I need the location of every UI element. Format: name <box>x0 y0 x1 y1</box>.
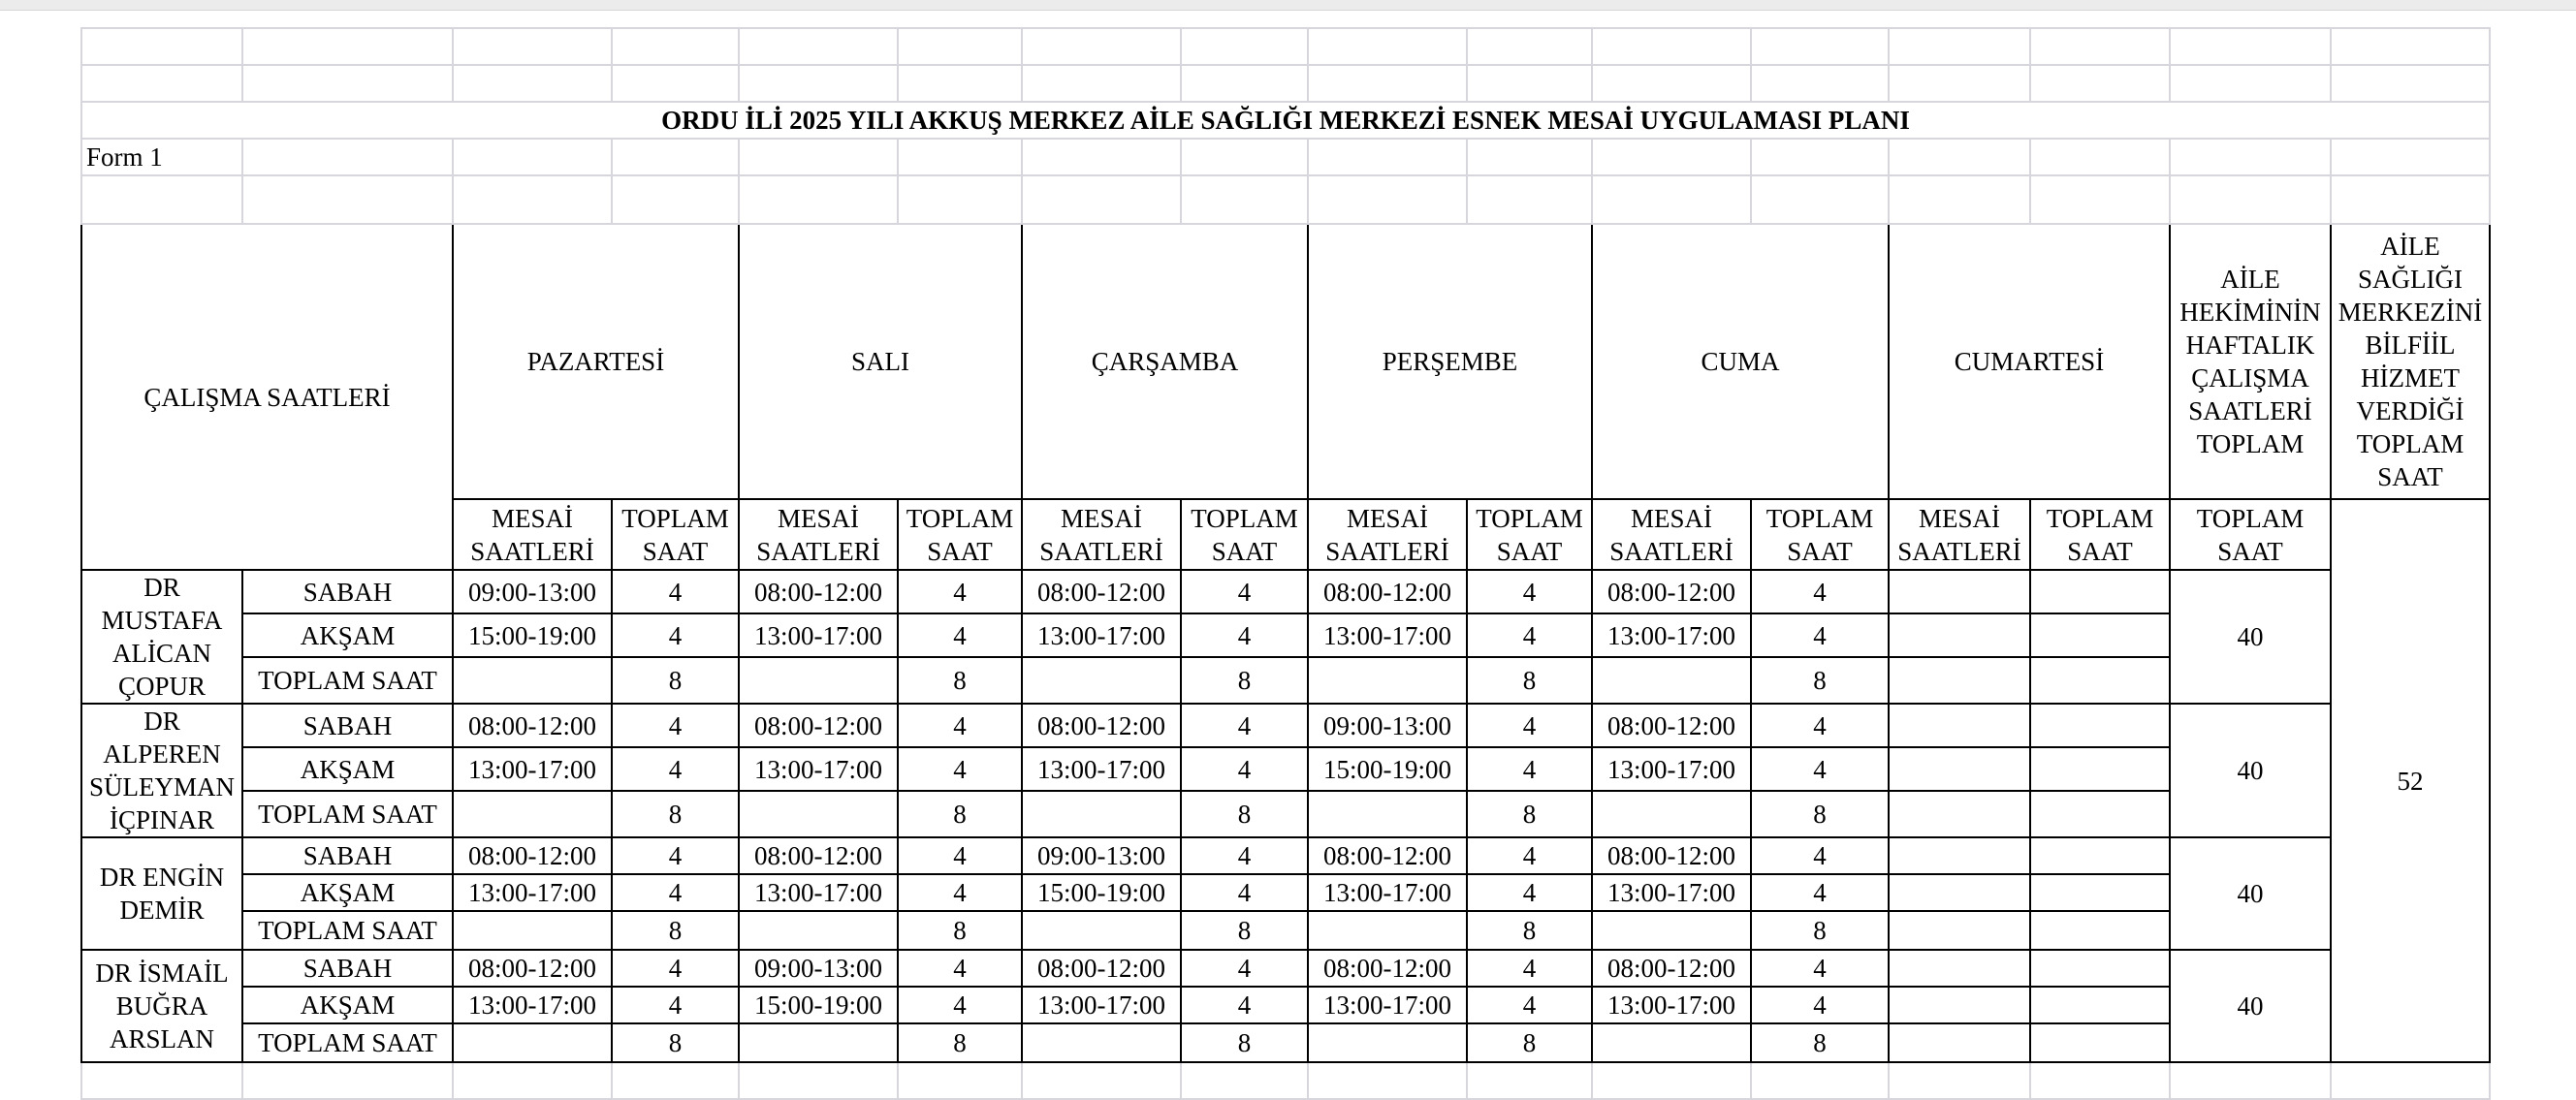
toplam-saat-cell: 4 <box>612 570 739 613</box>
toplam-saat-cell: 4 <box>1751 704 1889 747</box>
daily-total: 8 <box>1181 911 1308 950</box>
mesai-saatleri-header: MESAİ SAATLERİ <box>453 499 612 570</box>
calisma-saatleri-header: ÇALIŞMA SAATLERİ <box>81 224 453 570</box>
center-total-value: 52 <box>2331 499 2490 1062</box>
document-title: ORDU İLİ 2025 YILI AKKUŞ MERKEZ AİLE SAĞLIĞI MERKEZİ ESNEK MESAİ UYGULAMASI PLANI <box>81 102 2490 139</box>
sabah-row <box>81 837 2490 874</box>
empty-cell <box>1592 657 1751 704</box>
mesai-saatleri-cell: 08:00-12:00 <box>453 704 612 747</box>
toplam-saat-header: TOPLAM SAAT <box>1751 499 1889 570</box>
toplam-saat-cell: 4 <box>612 704 739 747</box>
mesai-saatleri-cell: 15:00-19:00 <box>1308 747 1467 791</box>
mesai-saatleri-cell: 13:00-17:00 <box>739 613 898 657</box>
toplam-saat-cell: 4 <box>1181 570 1308 613</box>
empty-cell <box>1889 1062 2030 1099</box>
day-header-sali: SALI <box>739 224 1022 499</box>
empty-row <box>81 1062 2490 1099</box>
sabah-row <box>81 570 2490 613</box>
toplam-saat-cell: 4 <box>898 570 1022 613</box>
mesai-saatleri-cell: 13:00-17:00 <box>739 874 898 911</box>
daily-total: 8 <box>1181 1023 1308 1062</box>
toplam-saat-header: TOPLAM SAAT <box>1181 499 1308 570</box>
toplam-saat-cell: 4 <box>898 950 1022 987</box>
empty-cell <box>1592 1023 1751 1062</box>
toplam-saat-cell: 4 <box>1181 837 1308 874</box>
empty-cell <box>1181 1062 1308 1099</box>
daily-total <box>2030 1023 2170 1062</box>
empty-cell <box>739 911 898 950</box>
toplam-saat-cell <box>2030 704 2170 747</box>
toplam-saat-cell: 4 <box>1751 987 1889 1023</box>
empty-cell <box>1592 791 1751 837</box>
shift-label: SABAH <box>242 570 453 613</box>
title-row <box>81 102 2490 139</box>
toplam-saat-cell: 4 <box>1181 704 1308 747</box>
mesai-saatleri-cell: 09:00-13:00 <box>453 570 612 613</box>
weekly-total-value: 40 <box>2170 704 2331 837</box>
empty-cell <box>1022 1062 1181 1099</box>
empty-cell <box>2170 1062 2331 1099</box>
mesai-saatleri-cell: 08:00-12:00 <box>1592 837 1751 874</box>
toplam-saat-cell: 4 <box>1181 950 1308 987</box>
mesai-saatleri-cell: 13:00-17:00 <box>739 747 898 791</box>
empty-cell <box>1592 1062 1751 1099</box>
toplam-saat-header: TOPLAM SAAT <box>1467 499 1592 570</box>
daily-total: 8 <box>612 1023 739 1062</box>
form-label: Form 1 <box>81 139 242 175</box>
empty-cell <box>1308 1062 1467 1099</box>
toplam-saat-cell: 4 <box>1751 613 1889 657</box>
daily-total: 8 <box>612 911 739 950</box>
empty-cell <box>1308 1023 1467 1062</box>
mesai-saatleri-cell <box>1889 704 2030 747</box>
mesai-saatleri-cell <box>1889 747 2030 791</box>
toplam-saat-cell: 4 <box>1181 987 1308 1023</box>
toplam-saat-row <box>81 791 2490 837</box>
mesai-saatleri-cell: 13:00-17:00 <box>1592 874 1751 911</box>
mesai-saatleri-cell: 13:00-17:00 <box>1308 874 1467 911</box>
mesai-saatleri-cell: 08:00-12:00 <box>1592 950 1751 987</box>
toplam-saat-cell: 4 <box>1751 950 1889 987</box>
doctor-name: DR ENGİN DEMİR <box>81 837 242 950</box>
empty-cell <box>1308 657 1467 704</box>
empty-cell <box>453 1062 612 1099</box>
daily-total <box>2030 791 2170 837</box>
toplam-saat-cell: 4 <box>612 987 739 1023</box>
empty-cell <box>1308 791 1467 837</box>
mesai-saatleri-cell: 08:00-12:00 <box>453 837 612 874</box>
mesai-saatleri-header: MESAİ SAATLERİ <box>739 499 898 570</box>
daily-total: 8 <box>612 657 739 704</box>
daily-total: 8 <box>1467 657 1592 704</box>
mesai-saatleri-cell: 13:00-17:00 <box>1308 987 1467 1023</box>
viewer-top-bar <box>0 0 2576 11</box>
mesai-saatleri-cell: 13:00-17:00 <box>1592 747 1751 791</box>
mesai-saatleri-cell: 08:00-12:00 <box>1308 950 1467 987</box>
daily-total: 8 <box>1181 791 1308 837</box>
toplam-saat-cell: 4 <box>898 874 1022 911</box>
toplam-saat-cell <box>2030 613 2170 657</box>
header-row-days <box>81 224 2490 499</box>
daily-total <box>2030 911 2170 950</box>
daily-total: 8 <box>1181 657 1308 704</box>
empty-cell <box>739 657 898 704</box>
daily-total: 8 <box>898 911 1022 950</box>
toplam-saat-cell: 4 <box>1467 950 1592 987</box>
toplam-saat-cell: 4 <box>1751 837 1889 874</box>
toplam-saat-cell: 4 <box>1467 837 1592 874</box>
shift-label: AKŞAM <box>242 613 453 657</box>
daily-total: 8 <box>1467 1023 1592 1062</box>
daily-total: 8 <box>1467 791 1592 837</box>
shift-label: SABAH <box>242 950 453 987</box>
empty-cell <box>1022 791 1181 837</box>
mesai-saatleri-header: MESAİ SAATLERİ <box>1308 499 1467 570</box>
toplam-saat-cell: 4 <box>1467 613 1592 657</box>
daily-total: 8 <box>1751 911 1889 950</box>
mesai-saatleri-cell: 08:00-12:00 <box>1592 704 1751 747</box>
mesai-saatleri-cell: 15:00-19:00 <box>453 613 612 657</box>
mesai-saatleri-cell <box>1889 837 2030 874</box>
form-row <box>81 139 2490 175</box>
mesai-saatleri-cell: 13:00-17:00 <box>1022 747 1181 791</box>
empty-cell <box>1592 911 1751 950</box>
weekly-total-value: 40 <box>2170 570 2331 704</box>
doctor-name: DR İSMAİL BUĞRA ARSLAN <box>81 950 242 1062</box>
mesai-saatleri-header: MESAİ SAATLERİ <box>1592 499 1751 570</box>
mesai-saatleri-cell: 13:00-17:00 <box>1022 987 1181 1023</box>
empty-cell <box>1889 791 2030 837</box>
toplam-saat-cell: 4 <box>1751 874 1889 911</box>
toplam-saat-cell: 4 <box>612 874 739 911</box>
shift-label: SABAH <box>242 837 453 874</box>
empty-cell <box>739 1062 898 1099</box>
weekly-total-value: 40 <box>2170 837 2331 950</box>
toplam-saat-cell <box>2030 747 2170 791</box>
mesai-saatleri-cell: 13:00-17:00 <box>453 987 612 1023</box>
toplam-saat-cell: 4 <box>898 747 1022 791</box>
empty-cell <box>1889 1023 2030 1062</box>
shift-label: SABAH <box>242 704 453 747</box>
toplam-saat-cell: 4 <box>1181 613 1308 657</box>
mesai-saatleri-cell: 15:00-19:00 <box>1022 874 1181 911</box>
empty-cell <box>1889 657 2030 704</box>
mesai-saatleri-cell: 13:00-17:00 <box>1592 613 1751 657</box>
toplam-saat-cell: 4 <box>1181 747 1308 791</box>
aksam-row <box>81 987 2490 1023</box>
sabah-row <box>81 950 2490 987</box>
day-header-carsamba: ÇARŞAMBA <box>1022 224 1308 499</box>
mesai-saatleri-cell: 08:00-12:00 <box>739 570 898 613</box>
empty-cell <box>242 1062 453 1099</box>
empty-cell <box>1467 1062 1592 1099</box>
shift-label: AKŞAM <box>242 747 453 791</box>
toplam-saat-cell: 4 <box>612 837 739 874</box>
sabah-row <box>81 704 2490 747</box>
daily-total: 8 <box>1467 911 1592 950</box>
mesai-saatleri-cell: 13:00-17:00 <box>1308 613 1467 657</box>
toplam-saat-row <box>81 657 2490 704</box>
toplam-saat-header: TOPLAM SAAT <box>612 499 739 570</box>
day-header-cumartesi: CUMARTESİ <box>1889 224 2170 499</box>
toplam-saat-cell: 4 <box>898 704 1022 747</box>
shift-label: AKŞAM <box>242 874 453 911</box>
day-header-pazartesi: PAZARTESİ <box>453 224 739 499</box>
daily-total: 8 <box>612 791 739 837</box>
empty-cell <box>2030 1062 2170 1099</box>
empty-cell <box>1022 911 1181 950</box>
mesai-saatleri-cell <box>1889 570 2030 613</box>
toplam-saat-cell <box>2030 570 2170 613</box>
mesai-saatleri-cell: 08:00-12:00 <box>453 950 612 987</box>
toplam-saat-cell <box>2030 874 2170 911</box>
daily-total: 8 <box>1751 791 1889 837</box>
mesai-saatleri-cell: 08:00-12:00 <box>1592 570 1751 613</box>
toplam-saat-cell: 4 <box>612 950 739 987</box>
mesai-saatleri-cell: 08:00-12:00 <box>1308 837 1467 874</box>
mesai-saatleri-cell: 13:00-17:00 <box>1592 987 1751 1023</box>
toplam-saat-cell: 4 <box>1467 704 1592 747</box>
mesai-saatleri-cell: 08:00-12:00 <box>1022 704 1181 747</box>
toplam-saat-row <box>81 911 2490 950</box>
mesai-saatleri-header: MESAİ SAATLERİ <box>1022 499 1181 570</box>
day-header-persembe: PERŞEMBE <box>1308 224 1592 499</box>
empty-cell <box>81 1062 242 1099</box>
toplam-saat-cell: 4 <box>1467 747 1592 791</box>
toplam-saat-header: TOPLAM SAAT <box>2030 499 2170 570</box>
center-total-header: AİLE SAĞLIĞI MERKEZİNİ BİLFİİL HİZMET VERDİĞİ TOPLAM SAAT <box>2331 224 2490 499</box>
mesai-saatleri-cell <box>1889 950 2030 987</box>
aksam-row <box>81 874 2490 911</box>
mesai-saatleri-cell: 08:00-12:00 <box>1022 570 1181 613</box>
mesai-saatleri-header: MESAİ SAATLERİ <box>1889 499 2030 570</box>
shift-label: TOPLAM SAAT <box>242 657 453 704</box>
toplam-saat-cell: 4 <box>1751 747 1889 791</box>
mesai-saatleri-cell: 09:00-13:00 <box>1308 704 1467 747</box>
empty-cell <box>739 791 898 837</box>
mesai-saatleri-cell: 09:00-13:00 <box>1022 837 1181 874</box>
empty-cell <box>739 1023 898 1062</box>
shift-label: TOPLAM SAAT <box>242 1023 453 1062</box>
daily-total: 8 <box>1751 1023 1889 1062</box>
toplam-saat-cell <box>2030 837 2170 874</box>
toplam-saat-cell: 4 <box>898 613 1022 657</box>
aksam-row <box>81 613 2490 657</box>
mesai-saatleri-cell: 13:00-17:00 <box>453 747 612 791</box>
mesai-saatleri-cell: 15:00-19:00 <box>739 987 898 1023</box>
empty-cell <box>1308 911 1467 950</box>
toplam-saat-header: TOPLAM SAAT <box>898 499 1022 570</box>
empty-cell <box>2331 1062 2490 1099</box>
shift-label: TOPLAM SAAT <box>242 791 453 837</box>
mesai-saatleri-cell: 13:00-17:00 <box>453 874 612 911</box>
empty-cell <box>453 657 612 704</box>
shift-label: AKŞAM <box>242 987 453 1023</box>
toplam-saat-cell: 4 <box>612 747 739 791</box>
doctor-name: DR ALPEREN SÜLEYMAN İÇPINAR <box>81 704 242 837</box>
day-header-cuma: CUMA <box>1592 224 1889 499</box>
empty-cell <box>1022 657 1181 704</box>
empty-cell <box>1751 1062 1889 1099</box>
empty-row <box>81 175 2490 224</box>
doctor-name: DR MUSTAFA ALİCAN ÇOPUR <box>81 570 242 704</box>
empty-cell <box>453 911 612 950</box>
mesai-saatleri-cell: 08:00-12:00 <box>1022 950 1181 987</box>
empty-cell <box>898 1062 1022 1099</box>
daily-total: 8 <box>898 1023 1022 1062</box>
daily-total: 8 <box>1751 657 1889 704</box>
empty-row <box>81 28 2490 65</box>
toplam-saat-cell: 4 <box>898 987 1022 1023</box>
toplam-saat-cell: 4 <box>1467 874 1592 911</box>
mesai-saatleri-cell <box>1889 874 2030 911</box>
empty-cell <box>1889 911 2030 950</box>
toplam-saat-cell: 4 <box>1467 987 1592 1023</box>
daily-total: 8 <box>898 657 1022 704</box>
toplam-saat-cell: 4 <box>612 613 739 657</box>
mesai-saatleri-cell <box>1889 613 2030 657</box>
esnek-mesai-plan-table <box>80 27 2491 1100</box>
toplam-saat-cell: 4 <box>1751 570 1889 613</box>
empty-cell <box>1022 1023 1181 1062</box>
mesai-saatleri-cell: 08:00-12:00 <box>739 837 898 874</box>
mesai-saatleri-cell <box>1889 987 2030 1023</box>
toplam-saat-cell <box>2030 987 2170 1023</box>
toplam-saat-cell <box>2030 950 2170 987</box>
daily-total <box>2030 657 2170 704</box>
empty-cell <box>453 1023 612 1062</box>
empty-row <box>81 65 2490 102</box>
weekly-total-header: AİLE HEKİMİNİN HAFTALIK ÇALIŞMA SAATLERİ TOPLAM <box>2170 224 2331 499</box>
mesai-saatleri-cell: 09:00-13:00 <box>739 950 898 987</box>
toplam-saat-cell: 4 <box>1181 874 1308 911</box>
weekly-total-value: 40 <box>2170 950 2331 1062</box>
mesai-saatleri-cell: 08:00-12:00 <box>739 704 898 747</box>
aksam-row <box>81 747 2490 791</box>
toplam-saat-cell: 4 <box>898 837 1022 874</box>
mesai-saatleri-cell: 08:00-12:00 <box>1308 570 1467 613</box>
shift-label: TOPLAM SAAT <box>242 911 453 950</box>
weekly-toplam-saat-header: TOPLAM SAAT <box>2170 499 2331 570</box>
mesai-saatleri-cell: 13:00-17:00 <box>1022 613 1181 657</box>
empty-cell <box>453 791 612 837</box>
daily-total: 8 <box>898 791 1022 837</box>
toplam-saat-cell: 4 <box>1467 570 1592 613</box>
toplam-saat-row <box>81 1023 2490 1062</box>
empty-cell <box>612 1062 739 1099</box>
